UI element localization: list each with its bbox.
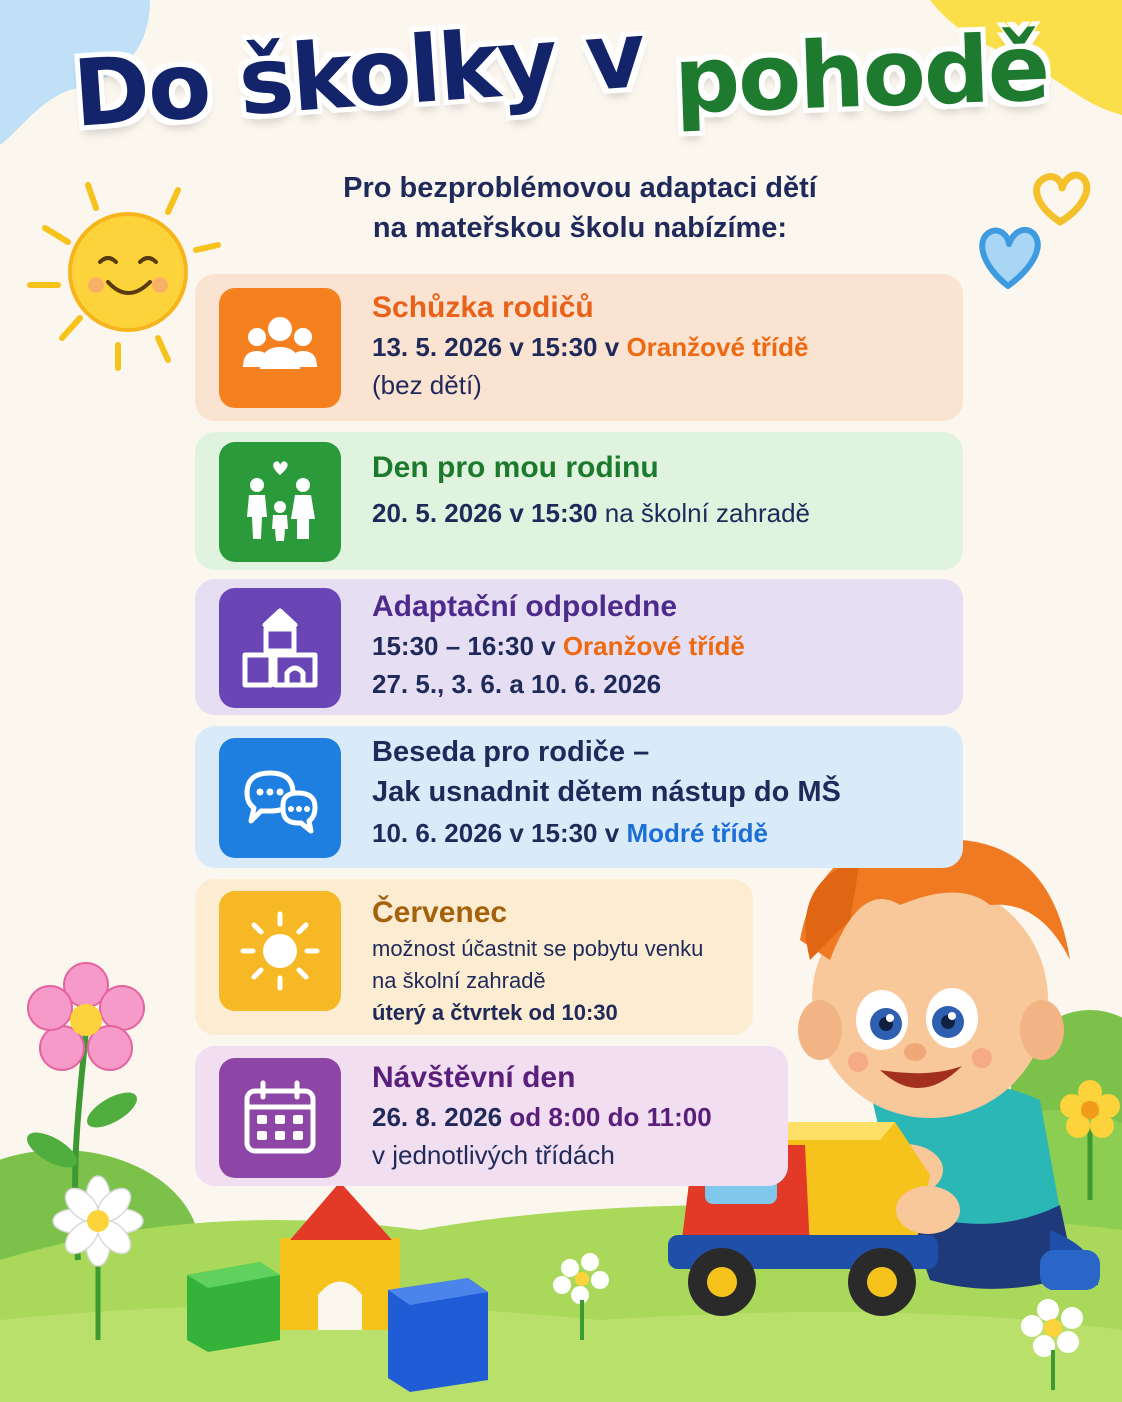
- event-date-line: [372, 494, 947, 532]
- event-card-july: [195, 879, 753, 1035]
- event-note: (bez dětí): [372, 370, 482, 400]
- people-group-icon: [219, 288, 341, 408]
- event-desc-line-1: možnost účastnit se pobytu venku: [372, 936, 704, 961]
- event-date: 20. 5. 2026 v 15:30: [372, 498, 598, 528]
- event-date-line: [372, 328, 947, 366]
- event-time-line: [372, 627, 947, 665]
- event-title-line-2: Jak usnadnit dětem nástup do MŠ: [372, 776, 841, 808]
- event-title: Adaptační odpoledne: [372, 590, 678, 623]
- event-place: na školní zahradě: [604, 498, 811, 528]
- event-date: 26. 8. 2026: [372, 1102, 503, 1132]
- sun-icon: [219, 891, 341, 1011]
- building-blocks-icon: [219, 588, 341, 708]
- event-days: úterý a čtvrtek od 10:30: [372, 1000, 618, 1025]
- event-place: Modré třídě: [626, 818, 769, 848]
- event-text: [372, 288, 947, 404]
- event-card-parents-talk: [195, 726, 963, 868]
- event-card-parents-meeting: [195, 274, 963, 421]
- event-date: 13. 5. 2026 v 15:30 v: [372, 332, 620, 362]
- event-time: od 8:00 do 11:00: [509, 1102, 712, 1132]
- page-title: [0, 1, 1122, 148]
- event-date: 10. 6. 2026 v 15:30 v: [372, 818, 620, 848]
- event-title: Den pro mou rodinu: [372, 451, 659, 484]
- event-card-adaptation-afternoon: [195, 579, 963, 715]
- event-desc-line-2: na školní zahradě: [372, 968, 546, 993]
- event-title: Schůzka rodičů: [372, 291, 594, 324]
- smiling-sun-icon: [30, 185, 218, 368]
- event-date-line: [372, 814, 947, 852]
- event-text: [372, 732, 947, 852]
- title-part-2: pohodě: [672, 14, 1051, 135]
- calendar-icon: [219, 1058, 341, 1178]
- subtitle: [260, 168, 900, 248]
- hearts-icon: [982, 175, 1087, 286]
- chat-bubbles-icon: [219, 738, 341, 858]
- event-title: Návštěvní den: [372, 1061, 576, 1094]
- event-text: [372, 1058, 772, 1174]
- event-place: Oranžové třídě: [626, 332, 809, 362]
- event-text: [372, 893, 737, 1029]
- event-card-visiting-day: [195, 1046, 788, 1186]
- title-part-1: Do školky v: [70, 1, 648, 148]
- event-date-line: [372, 1098, 772, 1136]
- event-location: v jednotlivých třídách: [372, 1140, 615, 1170]
- event-title-line-1: Beseda pro rodiče –: [372, 736, 650, 768]
- event-text: [372, 587, 947, 703]
- subtitle-line-1: Pro bezproblémovou adaptaci dětí: [343, 172, 817, 204]
- event-text: [372, 448, 947, 532]
- event-card-family-day: [195, 432, 963, 570]
- event-time: 15:30 – 16:30 v: [372, 631, 556, 661]
- event-title: Červenec: [372, 896, 508, 929]
- event-place: Oranžové třídě: [562, 631, 745, 661]
- event-dates: 27. 5., 3. 6. a 10. 6. 2026: [372, 669, 662, 699]
- subtitle-line-2: na mateřskou školu nabízíme:: [372, 212, 788, 244]
- family-icon: [219, 442, 341, 562]
